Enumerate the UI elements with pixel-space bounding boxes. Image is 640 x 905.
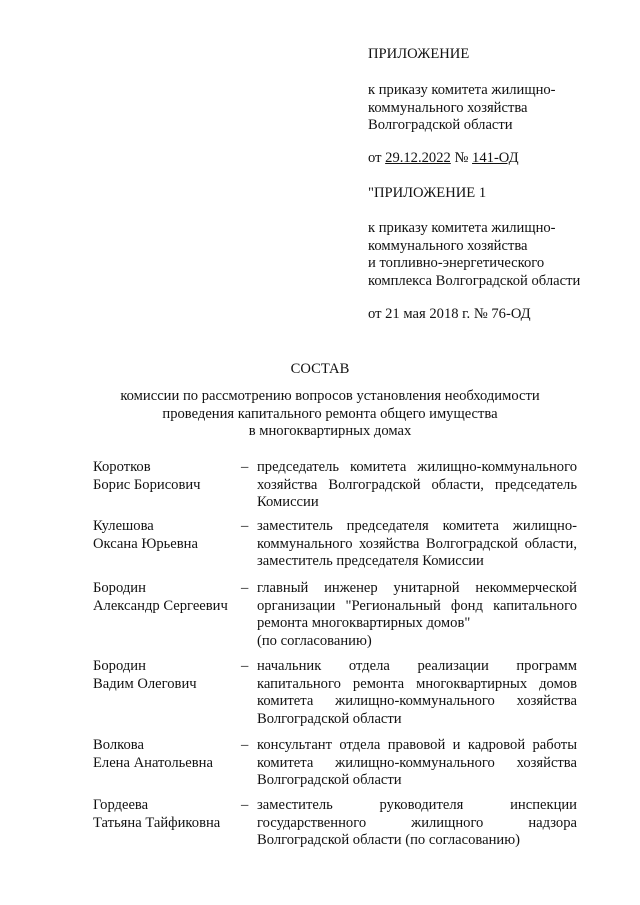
order-reference xyxy=(368,150,628,168)
appendix-reference: к приказу комитета жилищно- коммунального хозяйства Волгоградской области xyxy=(368,82,556,134)
member-name: Бородин Вадим Олегович xyxy=(93,658,197,692)
member-name: Волкова Елена Анатольевна xyxy=(93,737,213,771)
member-role: председатель комитета жилищно-коммунального хозяйства Волгоградской области, председатель Комиссии xyxy=(257,459,577,511)
member-dash: – xyxy=(241,797,249,813)
member-name: Гордеева Татьяна Тайфиковна xyxy=(93,797,221,831)
appendix-title: ПРИЛОЖЕНИЕ xyxy=(368,46,470,62)
member-role: заместитель руководителя инспекции государственного жилищного надзора Волгоградской области (по согласованию) xyxy=(257,797,577,849)
order-number: 141-ОД xyxy=(472,150,519,166)
previous-appendix-reference: к приказу комитета жилищно- коммунального хозяйства и топливно-энергетического комплекса Волгоградской области xyxy=(368,220,581,289)
member-role: начальник отдела реализации программ капитального ремонта многоквартирных домов комитета жилищно-коммунального хозяйства Волгоградской области xyxy=(257,658,577,727)
document-subtitle: комиссии по рассмотрению вопросов установления необходимости проведения капитального ремонта общего имущества в многоквартирных домах xyxy=(120,388,540,440)
member-dash: – xyxy=(241,580,249,596)
member-dash: – xyxy=(241,518,249,534)
member-name: Кулешова Оксана Юрьевна xyxy=(93,518,198,552)
order-date: 29.12.2022 xyxy=(385,150,451,166)
previous-order-reference: от 21 мая 2018 г. № 76-ОД xyxy=(368,306,531,322)
member-name: Бородин Александр Сергеевич xyxy=(93,580,228,614)
member-role: заместитель председателя комитета жилищно-коммунального хозяйства Волгоградской области, заместитель председателя Комиссии xyxy=(257,518,577,570)
member-dash: – xyxy=(241,658,249,674)
order-prefix: от xyxy=(368,150,386,166)
member-role: главный инженер унитарной некоммерческой организации "Региональный фонд капитального ремонта многоквартирных домов" (по согласованию) xyxy=(257,580,577,649)
document-title: СОСТАВ xyxy=(290,361,350,377)
member-dash: – xyxy=(241,737,249,753)
member-name: Коротков Борис Борисович xyxy=(93,459,201,493)
member-role: консультант отдела правовой и кадровой работы комитета жилищно-коммунального хозяйства Волгоградской области xyxy=(257,737,577,789)
member-dash: – xyxy=(241,459,249,475)
previous-appendix-title: "ПРИЛОЖЕНИЕ 1 xyxy=(368,185,487,201)
order-number-sign: № xyxy=(450,150,473,166)
